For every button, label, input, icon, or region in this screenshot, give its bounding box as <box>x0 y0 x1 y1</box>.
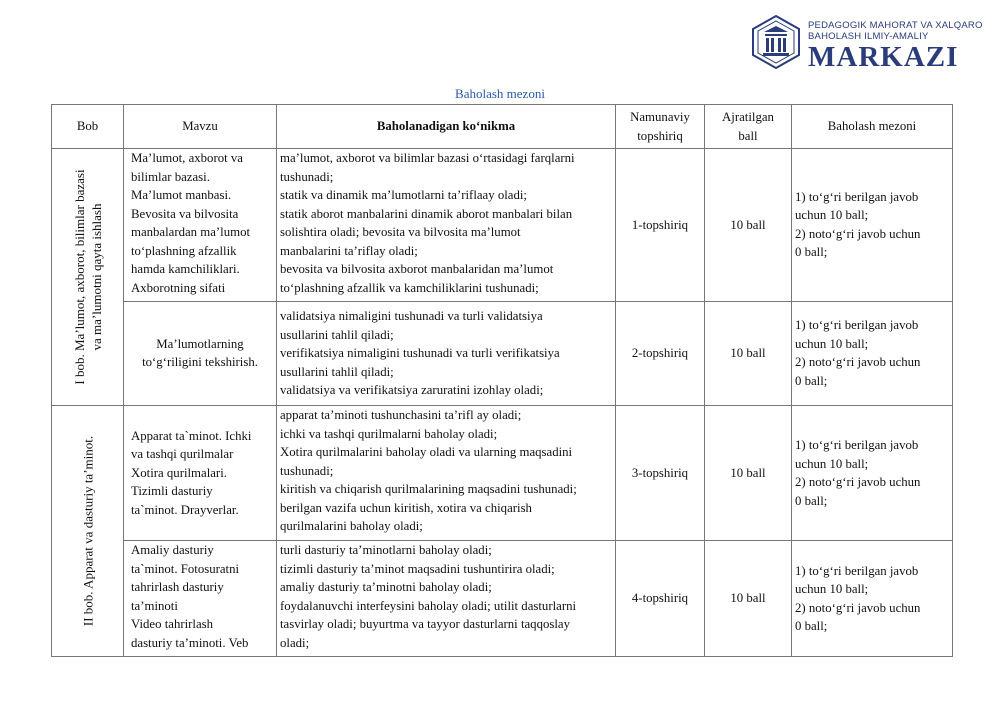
table-row <box>52 301 953 405</box>
skill-line: usullarini tahlil qiladi; <box>280 364 394 379</box>
skill-cell <box>277 406 616 541</box>
topic-line: Ma’lumot, axborot va <box>131 151 243 165</box>
topic-line: Ma’lumotlarning <box>156 336 244 351</box>
task-cell: 3-topshiriq <box>616 406 705 541</box>
skill-line: ichki va tashqi qurilmalarni baholay oladi; <box>280 426 498 441</box>
criteria-line: 1) to‘g‘ri berilgan javob <box>795 189 919 204</box>
topic-line: manbalardan ma’lumot <box>131 225 251 239</box>
topic-line: Amaliy dasturiy <box>131 543 214 558</box>
skill-line: apparat ta’minoti tushunchasini ta’rifl ay oladi; <box>280 408 522 422</box>
topic-line: ta’minoti <box>131 598 178 613</box>
skill-line: ma’lumot, axborot va bilimlar bazasi o‘rtasidagi farqlarni <box>280 151 575 165</box>
topic-line: Tizimli dasturiy <box>131 484 213 499</box>
skill-line: turli dasturiy ta’minotlarni baholay oladi; <box>280 543 492 558</box>
skill-line: Xotira qurilmalarini baholay oladi va ularning maqsadini <box>280 445 573 459</box>
table-row <box>52 406 953 541</box>
header-bob: Bob <box>52 105 124 149</box>
topic-line: Apparat ta`minot. Ichki <box>131 428 252 443</box>
library-emblem-icon <box>748 14 804 70</box>
topic-line: Bevosita va bilvosita <box>131 206 239 221</box>
skill-line: tasvirlay oladi; buyurtma va tayyor dasturlarni taqqoslay <box>280 617 570 632</box>
criteria-line: uchun 10 ball; <box>795 208 869 223</box>
skill-line: amaliy dasturiy ta’minotni baholay oladi; <box>280 580 492 595</box>
criteria-line: uchun 10 ball; <box>795 336 869 351</box>
logo-line-1: PEDAGOGIK MAHORAT VA XALQARO <box>808 20 983 31</box>
topic-line: hamda kamchiliklari. <box>131 262 240 276</box>
skill-line: validatsiya nimaligini tushunadi va turli validatsiya <box>280 309 543 324</box>
skill-line: verifikatsiya nimaligini tushunadi va turli verifikatsiya <box>280 346 560 361</box>
ball-cell: 10 ball <box>705 541 792 657</box>
skill-line: tushunadi; <box>280 463 334 478</box>
skill-line: oladi; <box>280 635 310 650</box>
task-cell: 2-topshiriq <box>616 301 705 405</box>
criteria-line: uchun 10 ball; <box>795 582 869 597</box>
skill-line: tushunadi; <box>280 169 334 184</box>
topic-line: Video tahrirlash <box>131 617 214 632</box>
table-row <box>52 149 953 302</box>
ball-cell: 10 ball <box>705 301 792 405</box>
skill-cell <box>277 149 616 302</box>
table-row <box>52 541 953 657</box>
topic-line: Xotira qurilmalari. <box>131 465 227 480</box>
topic-line: va tashqi qurilmalar <box>131 447 234 462</box>
chapter-title-cell <box>52 149 124 406</box>
criteria-line: 0 ball; <box>795 619 828 634</box>
criteria-line: 0 ball; <box>795 373 828 388</box>
criteria-line: 2) noto‘g‘ri javob uchun <box>795 226 921 241</box>
topic-cell <box>124 301 277 405</box>
criteria-line: 0 ball; <box>795 493 828 508</box>
topic-line: dasturiy ta’minoti. Veb <box>131 635 249 650</box>
logo-line-2: BAHOLASH ILMIY-AMALIY <box>808 31 929 42</box>
chapter-title-line: II bob. Apparat va dasturiy ta’minot. <box>80 435 96 627</box>
topic-cell <box>124 406 277 541</box>
header-ball <box>705 105 792 149</box>
skill-line: tizimli dasturiy ta’minot maqsadini tushuntirira oladi; <box>280 561 555 576</box>
header-ball-line: Ajratilgan <box>722 110 774 124</box>
criteria-line: 0 ball; <box>795 245 828 260</box>
header-task <box>616 105 705 149</box>
topic-line: Axborotning sifati <box>131 280 226 295</box>
task-cell: 4-topshiriq <box>616 541 705 657</box>
logo-text <box>808 20 983 72</box>
skill-line: berilgan vazifa uchun kiritish, xotira va chiqarish <box>280 500 532 515</box>
topic-line: ta`minot. Fotosuratni <box>131 561 240 576</box>
topic-line: to‘plashning afzallik <box>131 243 237 258</box>
skill-line: kiritish va chiqarish qurilmalarining maqsadini tushunadi; <box>280 482 577 496</box>
criteria-cell <box>792 149 953 302</box>
skill-cell <box>277 301 616 405</box>
criteria-line: 1) to‘g‘ri berilgan javob <box>795 438 919 453</box>
skill-line: qurilmalarini baholay oladi; <box>280 519 423 533</box>
skill-line: manbalarini ta’riflay oladi; <box>280 243 418 258</box>
assessment-table <box>51 104 953 657</box>
task-cell: 1-topshiriq <box>616 149 705 302</box>
chapter-title-cell <box>52 406 124 657</box>
header-row <box>52 105 953 149</box>
topic-line: tahrirlash dasturiy <box>131 580 224 595</box>
chapter-title <box>71 152 105 402</box>
center-logo <box>748 14 983 73</box>
criteria-cell <box>792 301 953 405</box>
skill-line: statik aborot manbalarini dinamik aborot manbalari bilan <box>280 206 573 221</box>
criteria-line: 2) noto‘g‘ri javob uchun <box>795 600 921 615</box>
topic-line: to‘g‘riligini tekshirish. <box>142 355 258 370</box>
header-criteria: Baholash mezoni <box>792 105 953 149</box>
table-caption: Baholash mezoni <box>455 86 545 101</box>
chapter-title-line: va ma’lumotni qayta ishlash <box>89 203 104 351</box>
criteria-line: 1) to‘g‘ri berilgan javob <box>795 563 919 578</box>
chapter-title <box>80 411 97 651</box>
skill-line: solishtira oladi; bevosita va bilvosita ma’lumot <box>280 225 521 239</box>
topic-cell <box>124 149 277 302</box>
criteria-line: uchun 10 ball; <box>795 456 869 471</box>
criteria-cell <box>792 406 953 541</box>
header-ball-line: ball <box>738 128 758 143</box>
criteria-cell <box>792 541 953 657</box>
topic-line: bilimlar bazasi. <box>131 169 210 184</box>
header-task-line: Namunaviy <box>630 110 690 124</box>
chapter-title-line: I bob. Ma’lumot, axborot, bilimlar bazasi <box>72 169 87 385</box>
topic-line: Ma’lumot manbasi. <box>131 188 232 202</box>
criteria-line: 1) to‘g‘ri berilgan javob <box>795 318 919 333</box>
skill-line: usullarini tahlil qiladi; <box>280 327 394 342</box>
skill-line: to‘plashning afzallik va kamchiliklarini tushunadi; <box>280 280 539 295</box>
header-mavzu: Mavzu <box>124 105 277 149</box>
skill-cell <box>277 541 616 657</box>
topic-cell <box>124 541 277 657</box>
skill-line: foydalanuvchi interfeysini baholay oladi; utilit dasturlarni <box>280 598 577 613</box>
skill-line: statik va dinamik ma’lumotlarni ta’riflaay oladi; <box>280 188 527 202</box>
logo-line-3: MARKAZI <box>808 41 959 73</box>
criteria-line: 2) noto‘g‘ri javob uchun <box>795 475 921 490</box>
skill-line: validatsiya va verifikatsiya zaruratini izohlay oladi; <box>280 383 544 398</box>
criteria-line: 2) noto‘g‘ri javob uchun <box>795 355 921 370</box>
topic-line: ta`minot. Drayverlar. <box>131 502 239 517</box>
skill-line: bevosita va bilvosita axborot manbalaridan ma’lumot <box>280 262 554 276</box>
ball-cell: 10 ball <box>705 406 792 541</box>
ball-cell: 10 ball <box>705 149 792 302</box>
header-skill: Baholanadigan ko‘nikma <box>277 105 616 149</box>
header-task-line: topshiriq <box>637 128 683 143</box>
